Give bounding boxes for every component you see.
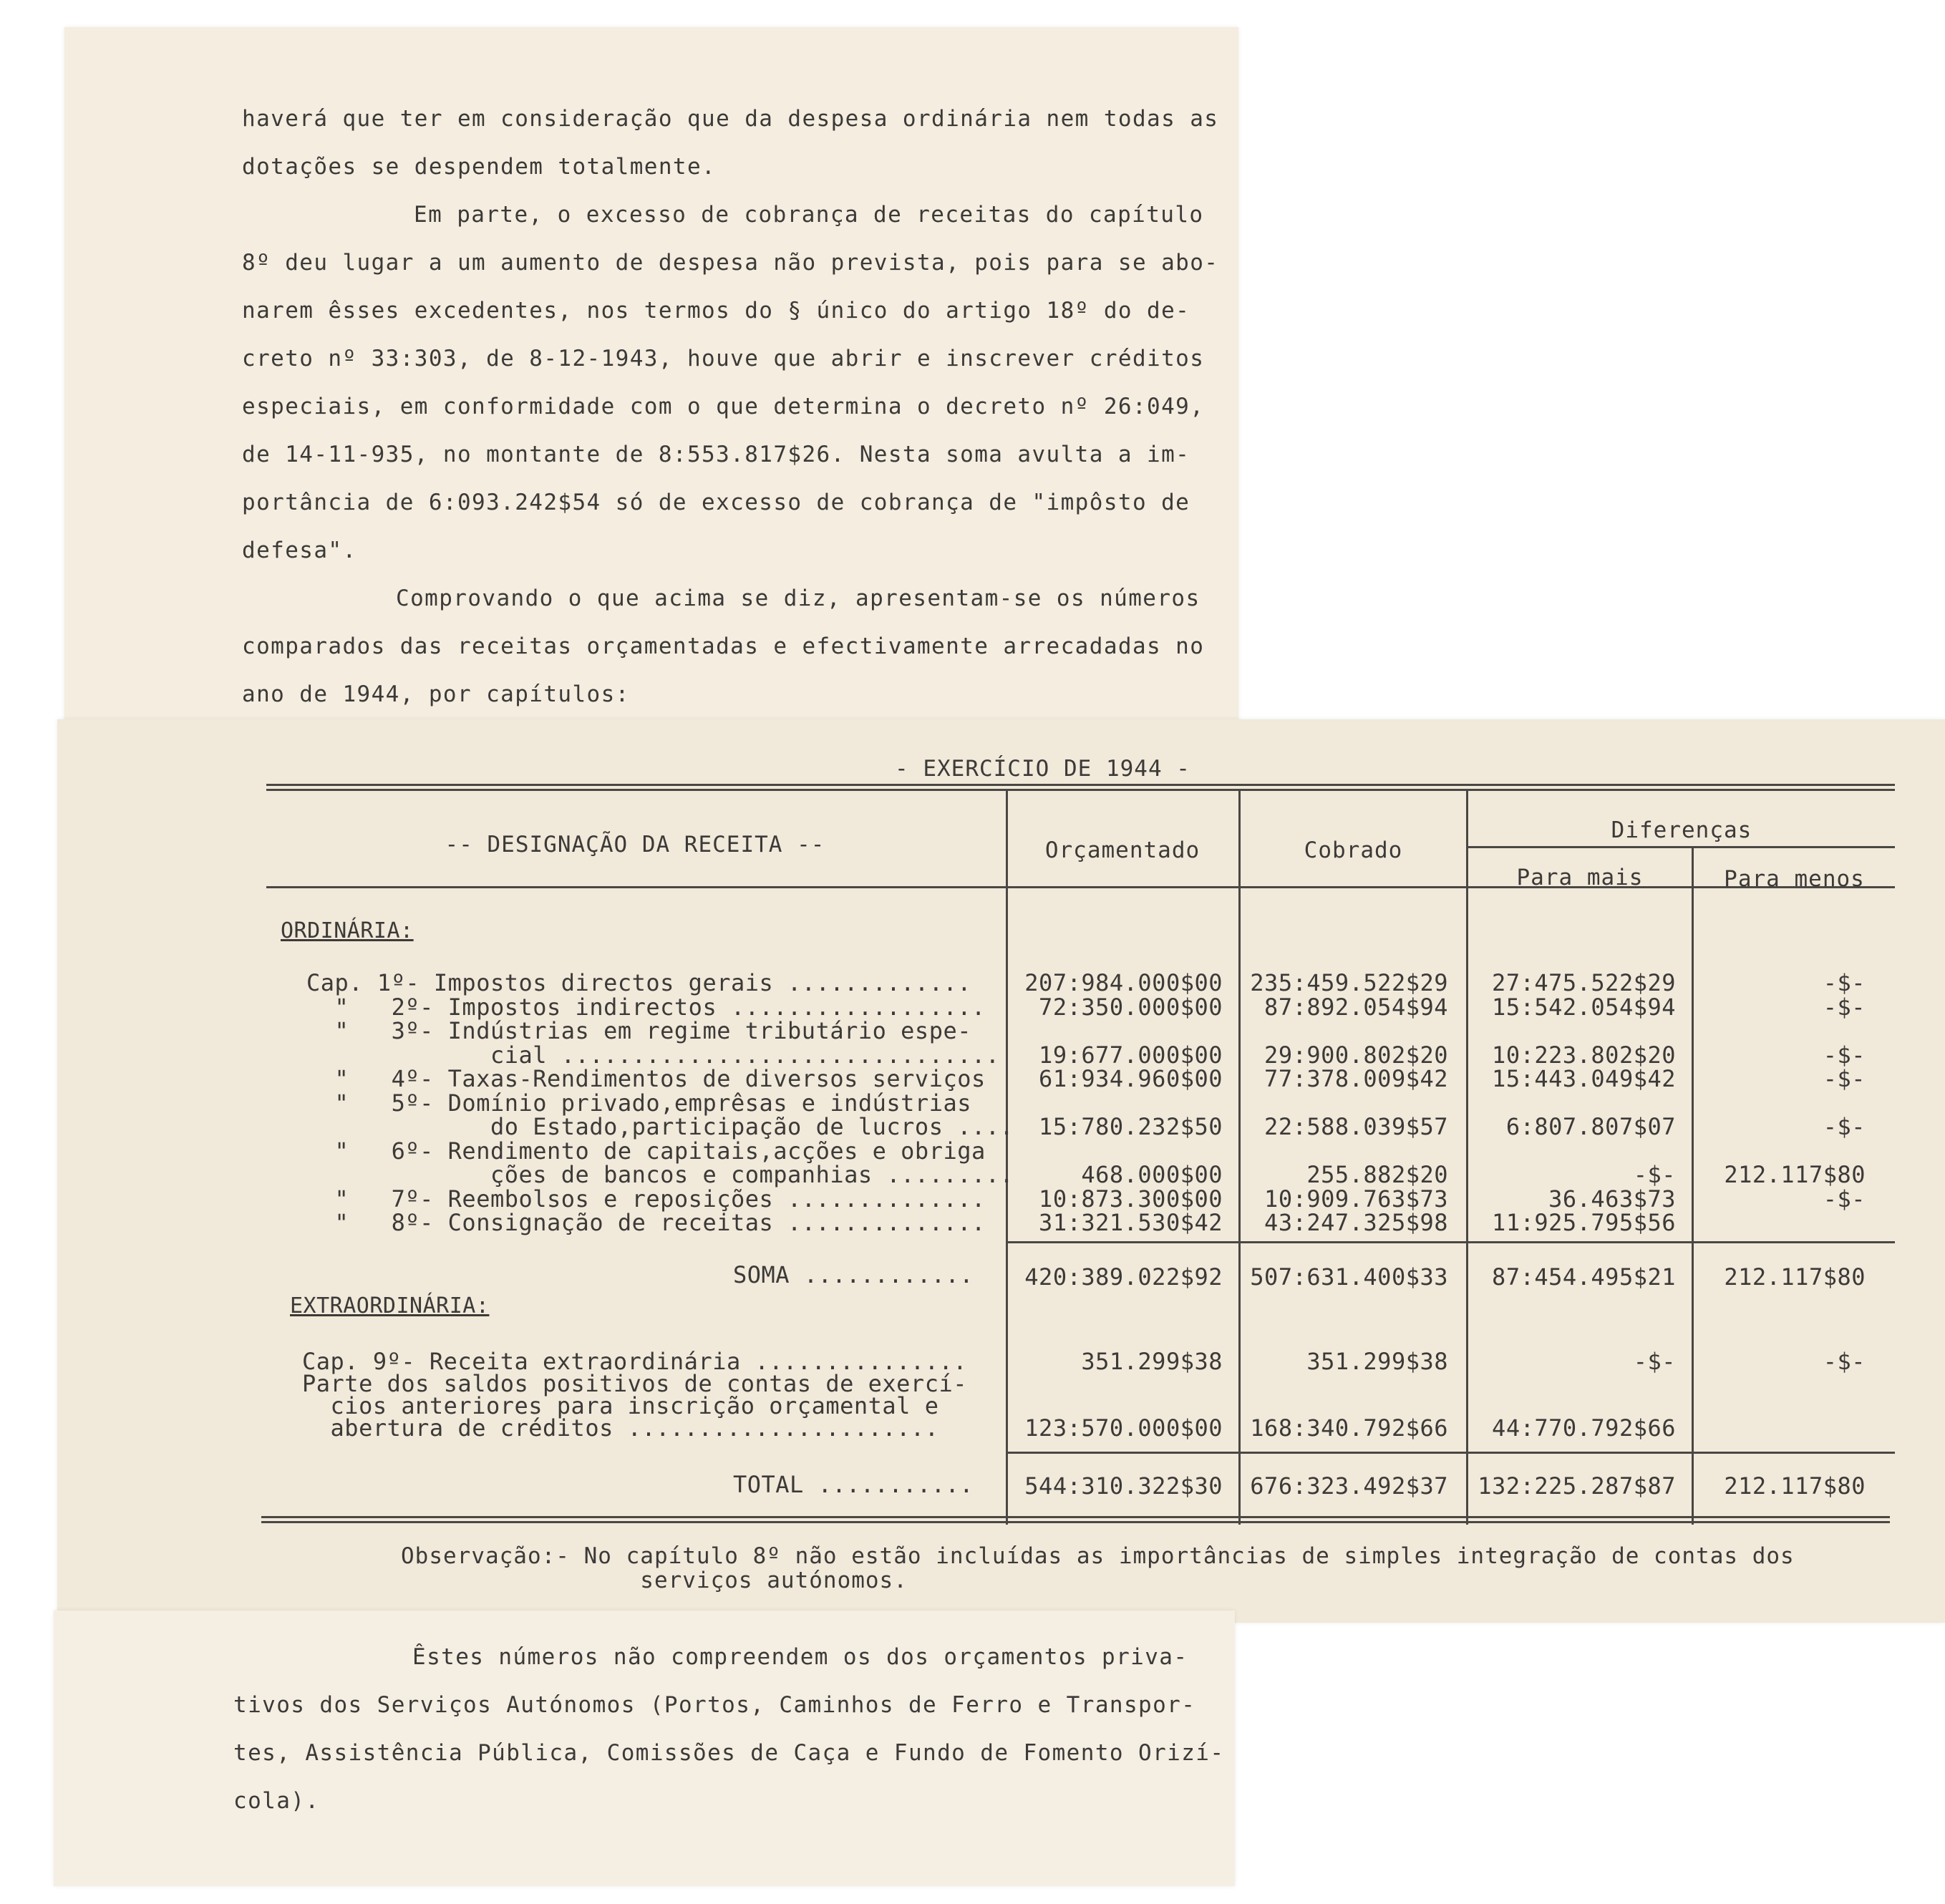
column-divider: [1006, 791, 1008, 1525]
row-budgeted: 207:984.000$00: [1024, 969, 1223, 996]
text-line: creto nº 33:303, de 8-12-1943, houve que abrir e inscrever créditos: [242, 346, 1205, 371]
total-budgeted: 544:310.322$30: [1024, 1472, 1223, 1500]
row-description: Cap. 9º- Receita extraordinária ...............: [302, 1348, 967, 1375]
header-budgeted: Orçamentado: [1044, 837, 1201, 863]
row-plus: 11:925.795$56: [1492, 1209, 1676, 1236]
total-label: TOTAL ...........: [732, 1471, 974, 1498]
subtotal-rule-2: [1006, 1452, 1895, 1454]
row-collected: 351.299$38: [1306, 1348, 1448, 1375]
row-plus: 27:475.522$29: [1492, 969, 1676, 996]
row-description: " 2º- Impostos indirectos ..................: [306, 993, 986, 1021]
text-line: Comprovando o que acima se diz, apresentam-se os números: [396, 586, 1201, 611]
row-minus: 212.117$80: [1724, 1161, 1866, 1188]
header-minus: Para menos: [1724, 866, 1865, 892]
row-budgeted: 15:780.232$50: [1039, 1113, 1223, 1140]
soma-collected: 507:631.400$33: [1250, 1263, 1448, 1291]
row-plus: 6:807.807$07: [1505, 1113, 1676, 1140]
row-description: " 8º- Consignação de receitas ..............: [306, 1209, 986, 1236]
row-minus: -$-: [1823, 1065, 1866, 1092]
row-plus: -$-: [1633, 1161, 1676, 1188]
row-collected: 43:247.325$98: [1264, 1209, 1448, 1236]
extraordinary-section-label: EXTRAORDINÁRIA:: [290, 1293, 490, 1318]
soma-label: SOMA ............: [732, 1261, 974, 1288]
row-collected: 22:588.039$57: [1264, 1113, 1448, 1140]
differences-rule: [1466, 846, 1895, 848]
total-collected: 676:323.492$37: [1250, 1472, 1448, 1500]
text-line: defesa".: [242, 538, 357, 563]
text-line: ano de 1944, por capítulos:: [242, 681, 630, 707]
table-top-rule-2: [266, 789, 1895, 791]
soma-minus: 212.117$80: [1724, 1263, 1866, 1291]
row-description: " 3º- Indústrias em regime tributário espe-: [306, 1017, 971, 1044]
text-line: tes, Assistência Pública, Comissões de Caça e Fundo de Fomento Orizí-: [233, 1740, 1225, 1766]
row-description: " 5º- Domínio privado,emprêsas e indústrias: [306, 1089, 971, 1117]
row-budgeted: 61:934.960$00: [1039, 1065, 1223, 1092]
row-collected: 77:378.009$42: [1264, 1065, 1448, 1092]
text-line: cola).: [233, 1788, 320, 1814]
row-minus: -$-: [1823, 1348, 1866, 1375]
row-description: Parte dos saldos positivos de contas de exercí-: [302, 1370, 967, 1397]
row-description: " 6º- Rendimento de capitais,acções e obriga: [306, 1137, 986, 1165]
row-minus: -$-: [1823, 1185, 1866, 1213]
row-collected: 87:892.054$94: [1264, 993, 1448, 1021]
total-minus: 212.117$80: [1724, 1472, 1866, 1500]
ordinary-section-label: ORDINÁRIA:: [281, 918, 414, 943]
row-description: " 4º- Taxas-Rendimentos de diversos serviços: [306, 1065, 986, 1092]
text-line: portância de 6:093.242$54 só de excesso de cobrança de "impôsto de: [242, 490, 1190, 515]
row-collected: 255.882$20: [1306, 1161, 1448, 1188]
row-plus: 15:542.054$94: [1492, 993, 1676, 1021]
text-line: narem êsses excedentes, nos termos do § único do artigo 18º do de-: [242, 298, 1190, 324]
table-bottom-rule: [261, 1516, 1890, 1518]
row-budgeted: 19:677.000$00: [1039, 1041, 1223, 1069]
text-line: especiais, em conformidade com o que determina o decreto nº 26:049,: [242, 394, 1205, 419]
row-collected: 10:909.763$73: [1264, 1185, 1448, 1213]
header-designation: -- DESIGNAÇÃO DA RECEITA --: [445, 832, 825, 858]
row-collected: 235:459.522$29: [1250, 969, 1448, 996]
row-description: Cap. 1º- Impostos directos gerais .............: [306, 969, 971, 996]
row-collected: 168:340.792$66: [1250, 1414, 1448, 1442]
row-plus: -$-: [1633, 1348, 1676, 1375]
text-line: Êstes números não compreendem os dos orçamentos priva-: [412, 1644, 1188, 1670]
row-minus: -$-: [1823, 969, 1866, 996]
row-budgeted: 123:570.000$00: [1024, 1414, 1223, 1442]
text-line: de 14-11-935, no montante de 8:553.817$26. Nesta soma avulta a im-: [242, 442, 1190, 467]
row-minus: -$-: [1823, 993, 1866, 1021]
soma-budgeted: 420:389.022$92: [1024, 1263, 1223, 1291]
row-minus: -$-: [1823, 1113, 1866, 1140]
text-line: serviços autónomos.: [401, 1568, 908, 1593]
table-title: - EXERCÍCIO DE 1944 -: [895, 756, 1190, 782]
text-line: tivos dos Serviços Autónomos (Portos, Caminhos de Ferro e Transpor-: [233, 1692, 1196, 1718]
header-differences: Diferenças: [1611, 817, 1752, 843]
row-budgeted: 468.000$00: [1081, 1161, 1223, 1188]
column-divider: [1466, 791, 1468, 1525]
text-line: Observação:- No capítulo 8º não estão incluídas as importâncias de simples integração de contas dos: [401, 1543, 1795, 1569]
total-plus: 132:225.287$87: [1478, 1472, 1676, 1500]
row-budgeted: 72:350.000$00: [1039, 993, 1223, 1021]
text-line: 8º deu lugar a um aumento de despesa não prevista, pois para se abo-: [242, 250, 1219, 276]
text-line: comparados das receitas orçamentadas e efectivamente arrecadadas no: [242, 633, 1205, 659]
row-description: " 7º- Reembolsos e reposições ..............: [306, 1185, 986, 1213]
row-description: abertura de créditos ......................: [302, 1414, 939, 1442]
row-budgeted: 10:873.300$00: [1039, 1185, 1223, 1213]
background-strip-right: [1933, 376, 1945, 719]
text-line: dotações se despendem totalmente.: [242, 154, 717, 180]
table-bottom-rule-2: [261, 1521, 1890, 1523]
row-plus: 44:770.792$66: [1492, 1414, 1676, 1442]
row-description: cial ...............................: [306, 1041, 1000, 1069]
row-plus: 36.463$73: [1548, 1185, 1676, 1213]
row-description: do Estado,participação de lucros ....: [306, 1113, 1014, 1140]
row-collected: 29:900.802$20: [1264, 1041, 1448, 1069]
header-collected: Cobrado: [1304, 837, 1403, 863]
intro-paragraph: [242, 95, 1218, 191]
row-description: ções de bancos e companhias .........: [306, 1161, 1014, 1188]
text-line: haverá que ter em consideração que da despesa ordinária nem todas as: [242, 106, 1219, 132]
header-plus: Para mais: [1516, 865, 1644, 890]
soma-plus: 87:454.495$21: [1492, 1263, 1676, 1291]
paragraph-comparison: [242, 575, 1204, 719]
row-plus: 10:223.802$20: [1492, 1041, 1676, 1069]
table-top-rule: [266, 784, 1895, 786]
column-divider: [1238, 791, 1241, 1525]
row-plus: 15:443.049$42: [1492, 1065, 1676, 1092]
paragraph-credits: [242, 191, 1218, 575]
observation-note: [401, 1544, 1795, 1593]
subtotal-rule: [1006, 1241, 1895, 1243]
row-minus: -$-: [1823, 1041, 1866, 1069]
text-line: Em parte, o excesso de cobrança de receitas do capítulo: [414, 202, 1204, 228]
row-budgeted: 351.299$38: [1081, 1348, 1223, 1375]
row-budgeted: 31:321.530$42: [1039, 1209, 1223, 1236]
row-description: cios anteriores para inscrição orçamental e: [302, 1392, 939, 1419]
closing-paragraph: [233, 1633, 1224, 1825]
